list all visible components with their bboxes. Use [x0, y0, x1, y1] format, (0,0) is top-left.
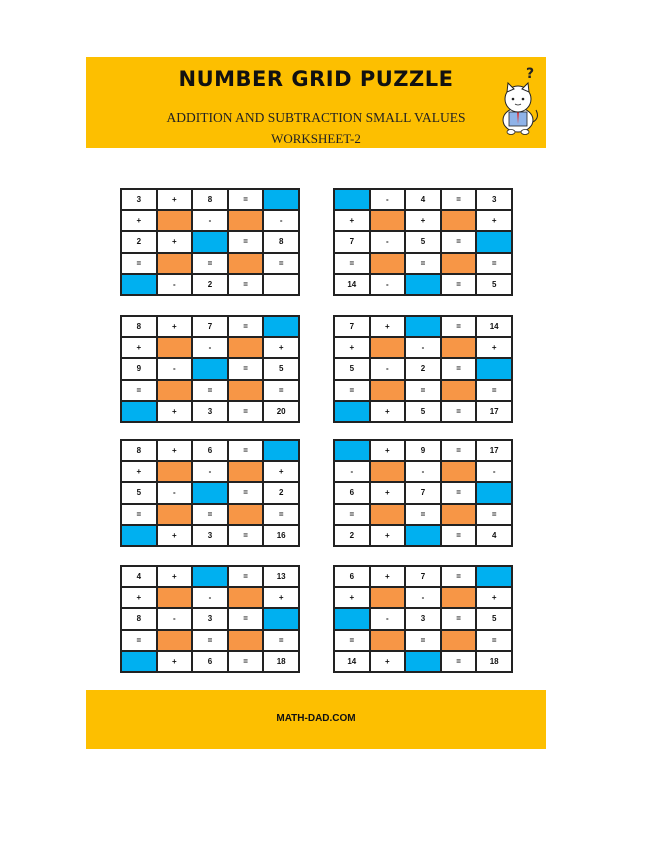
grid-cell: = — [405, 630, 441, 651]
grid-cell: - — [370, 358, 406, 379]
grid-cell: 6 — [334, 482, 370, 503]
grid-cell: 8 — [121, 608, 157, 629]
grid-cell: = — [228, 189, 264, 210]
grid-cell: - — [405, 337, 441, 358]
grid-cell: = — [441, 566, 477, 587]
blank-cell — [441, 587, 477, 608]
blank-cell — [228, 504, 264, 525]
blank-cell — [370, 504, 406, 525]
grid-cell: + — [157, 440, 193, 461]
puzzle-grid-4 — [333, 315, 513, 423]
grid-cell: 7 — [334, 231, 370, 252]
grid-cell: = — [121, 630, 157, 651]
grid-cell: + — [157, 316, 193, 337]
grid-cell: = — [441, 189, 477, 210]
grid-cell: 2 — [263, 482, 299, 503]
grid-cell: = — [441, 316, 477, 337]
empty-cell — [263, 274, 299, 295]
answer-cell[interactable] — [405, 274, 441, 295]
grid-cell: = — [334, 253, 370, 274]
puzzle-grid-6 — [333, 439, 513, 547]
answer-cell[interactable] — [192, 358, 228, 379]
answer-cell[interactable] — [192, 231, 228, 252]
grid-cell: 16 — [263, 525, 299, 546]
blank-cell — [228, 630, 264, 651]
grid-cell: 6 — [192, 651, 228, 672]
grid-cell: + — [476, 210, 512, 231]
grid-cell: + — [157, 651, 193, 672]
grid-cell: = — [228, 482, 264, 503]
grid-cell: 9 — [121, 358, 157, 379]
grid-cell: - — [405, 461, 441, 482]
blank-cell — [441, 380, 477, 401]
grid-cell: + — [370, 651, 406, 672]
grid-cell: 4 — [405, 189, 441, 210]
grid-cell: 18 — [263, 651, 299, 672]
grid-cell: = — [228, 651, 264, 672]
grid-cell: + — [370, 401, 406, 422]
grid-cell: - — [157, 358, 193, 379]
grid-cell: + — [157, 401, 193, 422]
page-subtitle: ADDITION AND SUBTRACTION SMALL VALUES — [166, 110, 466, 125]
grid-cell: = — [192, 253, 228, 274]
blank-cell — [370, 630, 406, 651]
grid-cell: + — [157, 525, 193, 546]
grid-cell: = — [228, 316, 264, 337]
answer-cell[interactable] — [121, 651, 157, 672]
grid-cell: = — [334, 380, 370, 401]
blank-cell — [157, 210, 193, 231]
grid-cell: - — [157, 274, 193, 295]
answer-cell[interactable] — [405, 651, 441, 672]
answer-cell[interactable] — [476, 482, 512, 503]
puzzle-grid-5 — [120, 439, 300, 547]
grid-cell: 2 — [192, 274, 228, 295]
blank-cell — [441, 630, 477, 651]
grid-cell: + — [121, 587, 157, 608]
answer-cell[interactable] — [263, 608, 299, 629]
grid-cell: = — [441, 358, 477, 379]
grid-cell: = — [192, 504, 228, 525]
blank-cell — [370, 461, 406, 482]
grid-cell: = — [228, 608, 264, 629]
grid-cell: - — [157, 482, 193, 503]
grid-cell: 5 — [476, 608, 512, 629]
grid-cell: + — [121, 210, 157, 231]
grid-cell: = — [441, 482, 477, 503]
grid-cell: = — [441, 525, 477, 546]
grid-cell: 5 — [263, 358, 299, 379]
grid-cell: 17 — [476, 440, 512, 461]
grid-cell: = — [476, 504, 512, 525]
grid-cell: = — [334, 630, 370, 651]
blank-cell — [157, 630, 193, 651]
grid-cell: 20 — [263, 401, 299, 422]
grid-cell: 5 — [334, 358, 370, 379]
grid-cell: + — [476, 337, 512, 358]
grid-cell: + — [157, 566, 193, 587]
blank-cell — [157, 380, 193, 401]
worksheet-label: WORKSHEET-2 — [271, 131, 361, 146]
grid-cell: + — [370, 440, 406, 461]
grid-cell: 17 — [476, 401, 512, 422]
grid-cell: = — [441, 231, 477, 252]
page-title: NUMBER GRID PUZZLE — [178, 67, 454, 91]
grid-cell: 2 — [334, 525, 370, 546]
grid-cell: 3 — [405, 608, 441, 629]
grid-cell: = — [441, 401, 477, 422]
grid-cell: - — [476, 461, 512, 482]
answer-cell[interactable] — [334, 189, 370, 210]
grid-cell: - — [370, 189, 406, 210]
answer-cell[interactable] — [263, 440, 299, 461]
grid-cell: 2 — [121, 231, 157, 252]
grid-cell: + — [334, 337, 370, 358]
puzzle-grid-2 — [333, 188, 513, 296]
grid-cell: = — [228, 401, 264, 422]
grid-cell: 18 — [476, 651, 512, 672]
grid-cell: - — [263, 210, 299, 231]
puzzle-grid-1 — [120, 188, 300, 296]
grid-cell: 5 — [121, 482, 157, 503]
blank-cell — [441, 461, 477, 482]
grid-cell: = — [405, 253, 441, 274]
grid-cell: 4 — [121, 566, 157, 587]
grid-cell: = — [228, 274, 264, 295]
grid-cell: - — [157, 608, 193, 629]
blank-cell — [370, 253, 406, 274]
answer-cell[interactable] — [405, 525, 441, 546]
blank-cell — [441, 253, 477, 274]
grid-cell: 3 — [192, 525, 228, 546]
blank-cell — [228, 337, 264, 358]
grid-cell: = — [263, 253, 299, 274]
grid-cell: = — [263, 630, 299, 651]
grid-cell: 14 — [334, 274, 370, 295]
grid-cell: = — [441, 651, 477, 672]
grid-cell: + — [157, 189, 193, 210]
grid-cell: - — [192, 337, 228, 358]
answer-cell[interactable] — [334, 440, 370, 461]
grid-cell: + — [263, 587, 299, 608]
grid-cell: = — [441, 440, 477, 461]
answer-cell[interactable] — [405, 316, 441, 337]
grid-cell: 7 — [405, 566, 441, 587]
blank-cell — [228, 210, 264, 231]
answer-cell[interactable] — [334, 608, 370, 629]
blank-cell — [370, 337, 406, 358]
grid-cell: = — [228, 358, 264, 379]
blank-cell — [441, 337, 477, 358]
answer-cell[interactable] — [192, 482, 228, 503]
grid-cell: = — [228, 231, 264, 252]
grid-cell: - — [192, 587, 228, 608]
grid-cell: - — [370, 231, 406, 252]
grid-cell: 7 — [405, 482, 441, 503]
grid-cell: 3 — [121, 189, 157, 210]
answer-cell[interactable] — [121, 401, 157, 422]
grid-cell: 8 — [121, 440, 157, 461]
blank-cell — [370, 210, 406, 231]
grid-cell: = — [228, 525, 264, 546]
grid-cell: + — [405, 210, 441, 231]
puzzle-grid-7 — [120, 565, 300, 673]
grid-cell: = — [121, 504, 157, 525]
blank-cell — [441, 504, 477, 525]
grid-cell: 3 — [476, 189, 512, 210]
grid-cell: = — [192, 380, 228, 401]
grid-cell: - — [192, 210, 228, 231]
grid-cell: = — [228, 440, 264, 461]
grid-cell: + — [370, 566, 406, 587]
grid-cell: 5 — [476, 274, 512, 295]
grid-cell: = — [405, 504, 441, 525]
grid-cell: 13 — [263, 566, 299, 587]
grid-cell: 7 — [334, 316, 370, 337]
grid-cell: - — [370, 274, 406, 295]
grid-cell: + — [157, 231, 193, 252]
grid-cell: = — [441, 274, 477, 295]
grid-cell: 2 — [405, 358, 441, 379]
blank-cell — [441, 210, 477, 231]
answer-cell[interactable] — [476, 231, 512, 252]
blank-cell — [228, 253, 264, 274]
grid-cell: - — [334, 461, 370, 482]
grid-cell: 8 — [263, 231, 299, 252]
blank-cell — [157, 504, 193, 525]
blank-cell — [157, 337, 193, 358]
grid-cell: + — [476, 587, 512, 608]
footer-banner — [86, 690, 546, 749]
blank-cell — [370, 380, 406, 401]
grid-cell: 7 — [192, 316, 228, 337]
grid-cell: = — [476, 630, 512, 651]
grid-cell: = — [121, 253, 157, 274]
grid-cell: 5 — [405, 401, 441, 422]
grid-cell: + — [370, 316, 406, 337]
grid-cell: + — [334, 210, 370, 231]
grid-cell: 5 — [405, 231, 441, 252]
answer-cell[interactable] — [121, 525, 157, 546]
grid-cell: 14 — [334, 651, 370, 672]
cat-mascot-icon — [496, 62, 544, 142]
grid-cell: 9 — [405, 440, 441, 461]
answer-cell[interactable] — [121, 274, 157, 295]
blank-cell — [157, 253, 193, 274]
grid-cell: = — [476, 253, 512, 274]
blank-cell — [157, 587, 193, 608]
footer-site: MATH-DAD.COM — [276, 713, 356, 724]
blank-cell — [370, 587, 406, 608]
answer-cell[interactable] — [263, 316, 299, 337]
grid-cell: = — [441, 608, 477, 629]
grid-cell: 4 — [476, 525, 512, 546]
grid-cell: 8 — [121, 316, 157, 337]
grid-cell: 6 — [192, 440, 228, 461]
grid-cell: + — [370, 525, 406, 546]
question-mark: ? — [526, 66, 535, 82]
grid-cell: 14 — [476, 316, 512, 337]
grid-cell: + — [334, 587, 370, 608]
grid-cell: = — [476, 380, 512, 401]
grid-cell: + — [121, 461, 157, 482]
grid-cell: = — [334, 504, 370, 525]
grid-cell: + — [263, 337, 299, 358]
grid-cell: = — [263, 380, 299, 401]
grid-cell: = — [192, 630, 228, 651]
answer-cell[interactable] — [476, 566, 512, 587]
blank-cell — [228, 587, 264, 608]
grid-cell: - — [370, 608, 406, 629]
puzzle-grid-3 — [120, 315, 300, 423]
answer-cell[interactable] — [334, 401, 370, 422]
puzzle-grid-8 — [333, 565, 513, 673]
answer-cell[interactable] — [476, 358, 512, 379]
blank-cell — [157, 461, 193, 482]
grid-cell: + — [263, 461, 299, 482]
grid-cell: 3 — [192, 401, 228, 422]
grid-cell: - — [405, 587, 441, 608]
grid-cell: 6 — [334, 566, 370, 587]
blank-cell — [228, 380, 264, 401]
blank-cell — [228, 461, 264, 482]
grid-cell: = — [228, 566, 264, 587]
grid-cell: 8 — [192, 189, 228, 210]
grid-cell: = — [263, 504, 299, 525]
grid-cell: 3 — [192, 608, 228, 629]
grid-cell: + — [121, 337, 157, 358]
grid-cell: = — [405, 380, 441, 401]
grid-cell: - — [192, 461, 228, 482]
answer-cell[interactable] — [192, 566, 228, 587]
grid-cell: = — [121, 380, 157, 401]
grid-cell: + — [370, 482, 406, 503]
answer-cell[interactable] — [263, 189, 299, 210]
header-banner — [86, 57, 546, 148]
